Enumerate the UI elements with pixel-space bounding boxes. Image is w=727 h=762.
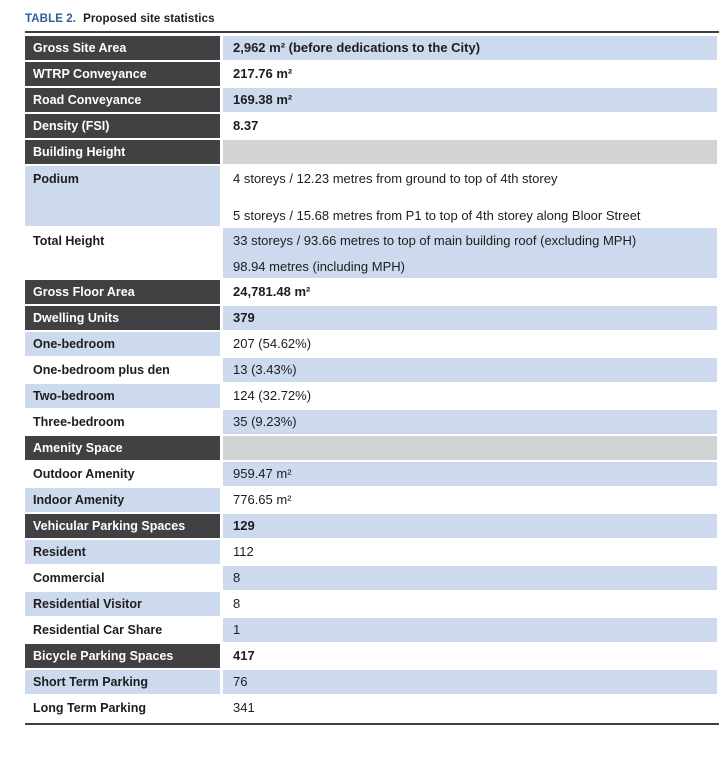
row-label-cell: Building Height (25, 140, 220, 164)
row-value-cell (223, 618, 717, 642)
row-value-line: 379 (233, 310, 255, 325)
table-row (25, 462, 719, 486)
row-label-cell: Outdoor Amenity (25, 462, 220, 486)
table-row (25, 514, 719, 538)
row-value-cell (223, 410, 717, 434)
row-value-line: 35 (9.23%) (233, 414, 297, 429)
site-statistics-table (25, 31, 719, 725)
row-label-cell: Bicycle Parking Spaces (25, 644, 220, 668)
row-label-cell: Three-bedroom (25, 410, 220, 434)
table-row (25, 670, 719, 694)
row-value-cell (223, 644, 717, 668)
table-number: TABLE 2. (25, 13, 77, 25)
row-label-cell: WTRP Conveyance (25, 62, 220, 86)
row-value-cell (223, 36, 717, 60)
table-row (25, 358, 719, 382)
table-row (25, 592, 719, 616)
row-value-cell (223, 166, 717, 226)
row-value-cell (223, 332, 717, 356)
row-label-cell: Dwelling Units (25, 306, 220, 330)
row-label-cell: Commercial (25, 566, 220, 590)
row-value-line: 776.65 m² (233, 492, 292, 507)
row-label-cell: Two-bedroom (25, 384, 220, 408)
row-label-cell: One-bedroom (25, 332, 220, 356)
row-label-cell: Amenity Space (25, 436, 220, 460)
row-value-line: 24,781.48 m² (233, 284, 311, 299)
row-label-cell: Total Height (25, 228, 220, 278)
row-value-line: 129 (233, 518, 255, 533)
table-row (25, 566, 719, 590)
row-value-cell (223, 88, 717, 112)
row-value-line: 417 (233, 648, 255, 663)
row-value-cell (223, 140, 717, 164)
table-row (25, 410, 719, 434)
row-value-cell (223, 228, 717, 278)
row-label-cell: Gross Floor Area (25, 280, 220, 304)
row-value-line: 8 (233, 570, 241, 585)
table-row (25, 540, 719, 564)
table-row (25, 88, 719, 112)
row-value-cell (223, 436, 717, 460)
row-label-cell: Residential Car Share (25, 618, 220, 642)
row-label-cell: Podium (25, 166, 220, 226)
row-value-cell (223, 462, 717, 486)
row-value-line: 76 (233, 674, 248, 689)
table-row (25, 618, 719, 642)
row-label-cell: Density (FSI) (25, 114, 220, 138)
row-value-cell (223, 670, 717, 694)
table-row (25, 114, 719, 138)
row-value-cell (223, 592, 717, 616)
table-title-text: Proposed site statistics (83, 13, 215, 25)
row-value-line: 8.37 (233, 118, 259, 133)
table-row (25, 384, 719, 408)
table-row (25, 436, 719, 460)
table-row (25, 228, 719, 278)
table-caption (25, 13, 727, 25)
row-label-cell: Vehicular Parking Spaces (25, 514, 220, 538)
table-row (25, 280, 719, 304)
row-value-line: 1 (233, 622, 241, 637)
row-value-line: 33 storeys / 93.66 metres to top of main building roof (excluding MPH) (233, 233, 637, 248)
row-value-line: 4 storeys / 12.23 metres from ground to top of 4th storey (233, 171, 558, 186)
row-value-cell (223, 62, 717, 86)
row-value-line: 8 (233, 596, 241, 611)
row-label-cell: Road Conveyance (25, 88, 220, 112)
row-value-cell (223, 306, 717, 330)
row-value-cell (223, 696, 717, 720)
row-label-cell: Short Term Parking (25, 670, 220, 694)
table-row (25, 332, 719, 356)
row-label-cell: Residential Visitor (25, 592, 220, 616)
table-row (25, 140, 719, 164)
row-label-cell: One-bedroom plus den (25, 358, 220, 382)
row-value-cell (223, 488, 717, 512)
table-row (25, 62, 719, 86)
table-row (25, 36, 719, 60)
row-value-cell (223, 114, 717, 138)
row-value-line: 98.94 metres (including MPH) (233, 259, 405, 274)
row-label-cell: Resident (25, 540, 220, 564)
row-value-line: 112 (233, 544, 254, 559)
row-value-line: 207 (54.62%) (233, 336, 312, 351)
table-row (25, 696, 719, 720)
row-value-cell (223, 540, 717, 564)
row-value-line: 2,962 m² (before dedications to the City) (233, 40, 481, 55)
table-row (25, 306, 719, 330)
table-row (25, 644, 719, 668)
row-label-cell: Indoor Amenity (25, 488, 220, 512)
row-value-cell (223, 358, 717, 382)
row-value-cell (223, 566, 717, 590)
table-row (25, 166, 719, 226)
row-value-line: 959.47 m² (233, 466, 292, 481)
row-value-line: 341 (233, 700, 255, 715)
row-value-cell (223, 280, 717, 304)
row-value-cell (223, 514, 717, 538)
row-value-line: 13 (3.43%) (233, 362, 297, 377)
row-value-line: 124 (32.72%) (233, 388, 312, 403)
row-label-cell: Gross Site Area (25, 36, 220, 60)
row-value-line: 169.38 m² (233, 92, 293, 107)
table-row (25, 488, 719, 512)
row-label-cell: Long Term Parking (25, 696, 220, 720)
row-value-line: 5 storeys / 15.68 metres from P1 to top of 4th storey along Bloor Street (233, 208, 641, 223)
row-value-line: 217.76 m² (233, 66, 293, 81)
row-value-cell (223, 384, 717, 408)
